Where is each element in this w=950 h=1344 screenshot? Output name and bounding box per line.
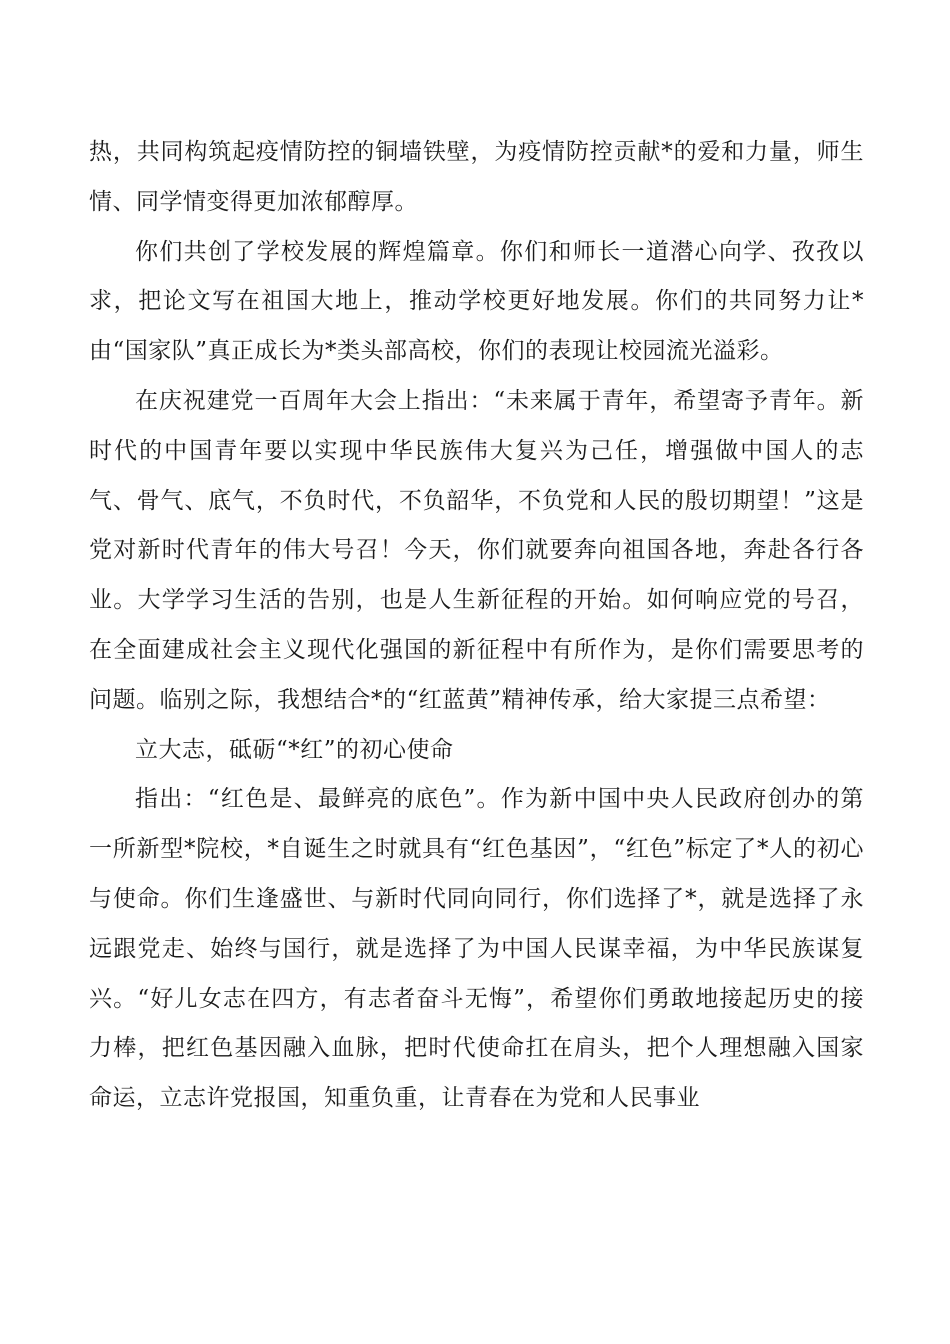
body-text: [89, 128, 864, 1124]
paragraph-red-gene: 指出：“红色是、最鲜亮的底色”。作为新中国中央人民政府创办的第一所新型*院校，*自诞生之时就具有“红色基因”，“红色”标定了*人的初心与使命。你们生逢盛世、与新时代同向同行，你们选择了*，就是选择了永远跟党走、始终与国行，就是选择了为中国人民谋幸福，为中华民族谋复兴。“好儿女志在四方，有志者奋斗无悔”，希望你们勇敢地接起历史的接力棒，把红色基因融入血脉，把时代使命扛在肩头，把个人理想融入国家命运，立志许党报国，知重负重，让青春在为党和人民事业: [89, 786, 864, 1112]
paragraph-continued: 热，共同构筑起疫情防控的铜墙铁壁，为疫情防控贡献*的爱和力量，师生情、同学情变得更加浓郁醇厚。: [89, 139, 864, 215]
paragraph-school-development: 你们共创了学校发展的辉煌篇章。你们和师长一道潜心向学、孜孜以求，把论文写在祖国大地上，推动学校更好地发展。你们的共同努力让*由“国家队”真正成长为*类头部高校，你们的表现让校园流光溢彩。: [89, 238, 864, 365]
section-heading-red: 立大志，砥砺“*红”的初心使命: [135, 736, 454, 763]
paragraph-party-anniversary: 在庆祝建党一百周年大会上指出：“未来属于青年，希望寄予青年。新时代的中国青年要以实现中华民族伟大复兴为己任，增强做中国人的志气、骨气、底气，不负时代，不负韶华，不负党和人民的殷切期望！”这是党对新时代青年的伟大号召！今天，你们就要奔向祖国各地，奔赴各行各业。大学学习生活的告别，也是人生新征程的开始。如何响应党的号召，在全面建成社会主义现代化强国的新征程中有所作为，是你们需要思考的问题。临别之际，我想结合*的“红蓝黄”精神传承，给大家提三点希望：: [89, 387, 864, 713]
